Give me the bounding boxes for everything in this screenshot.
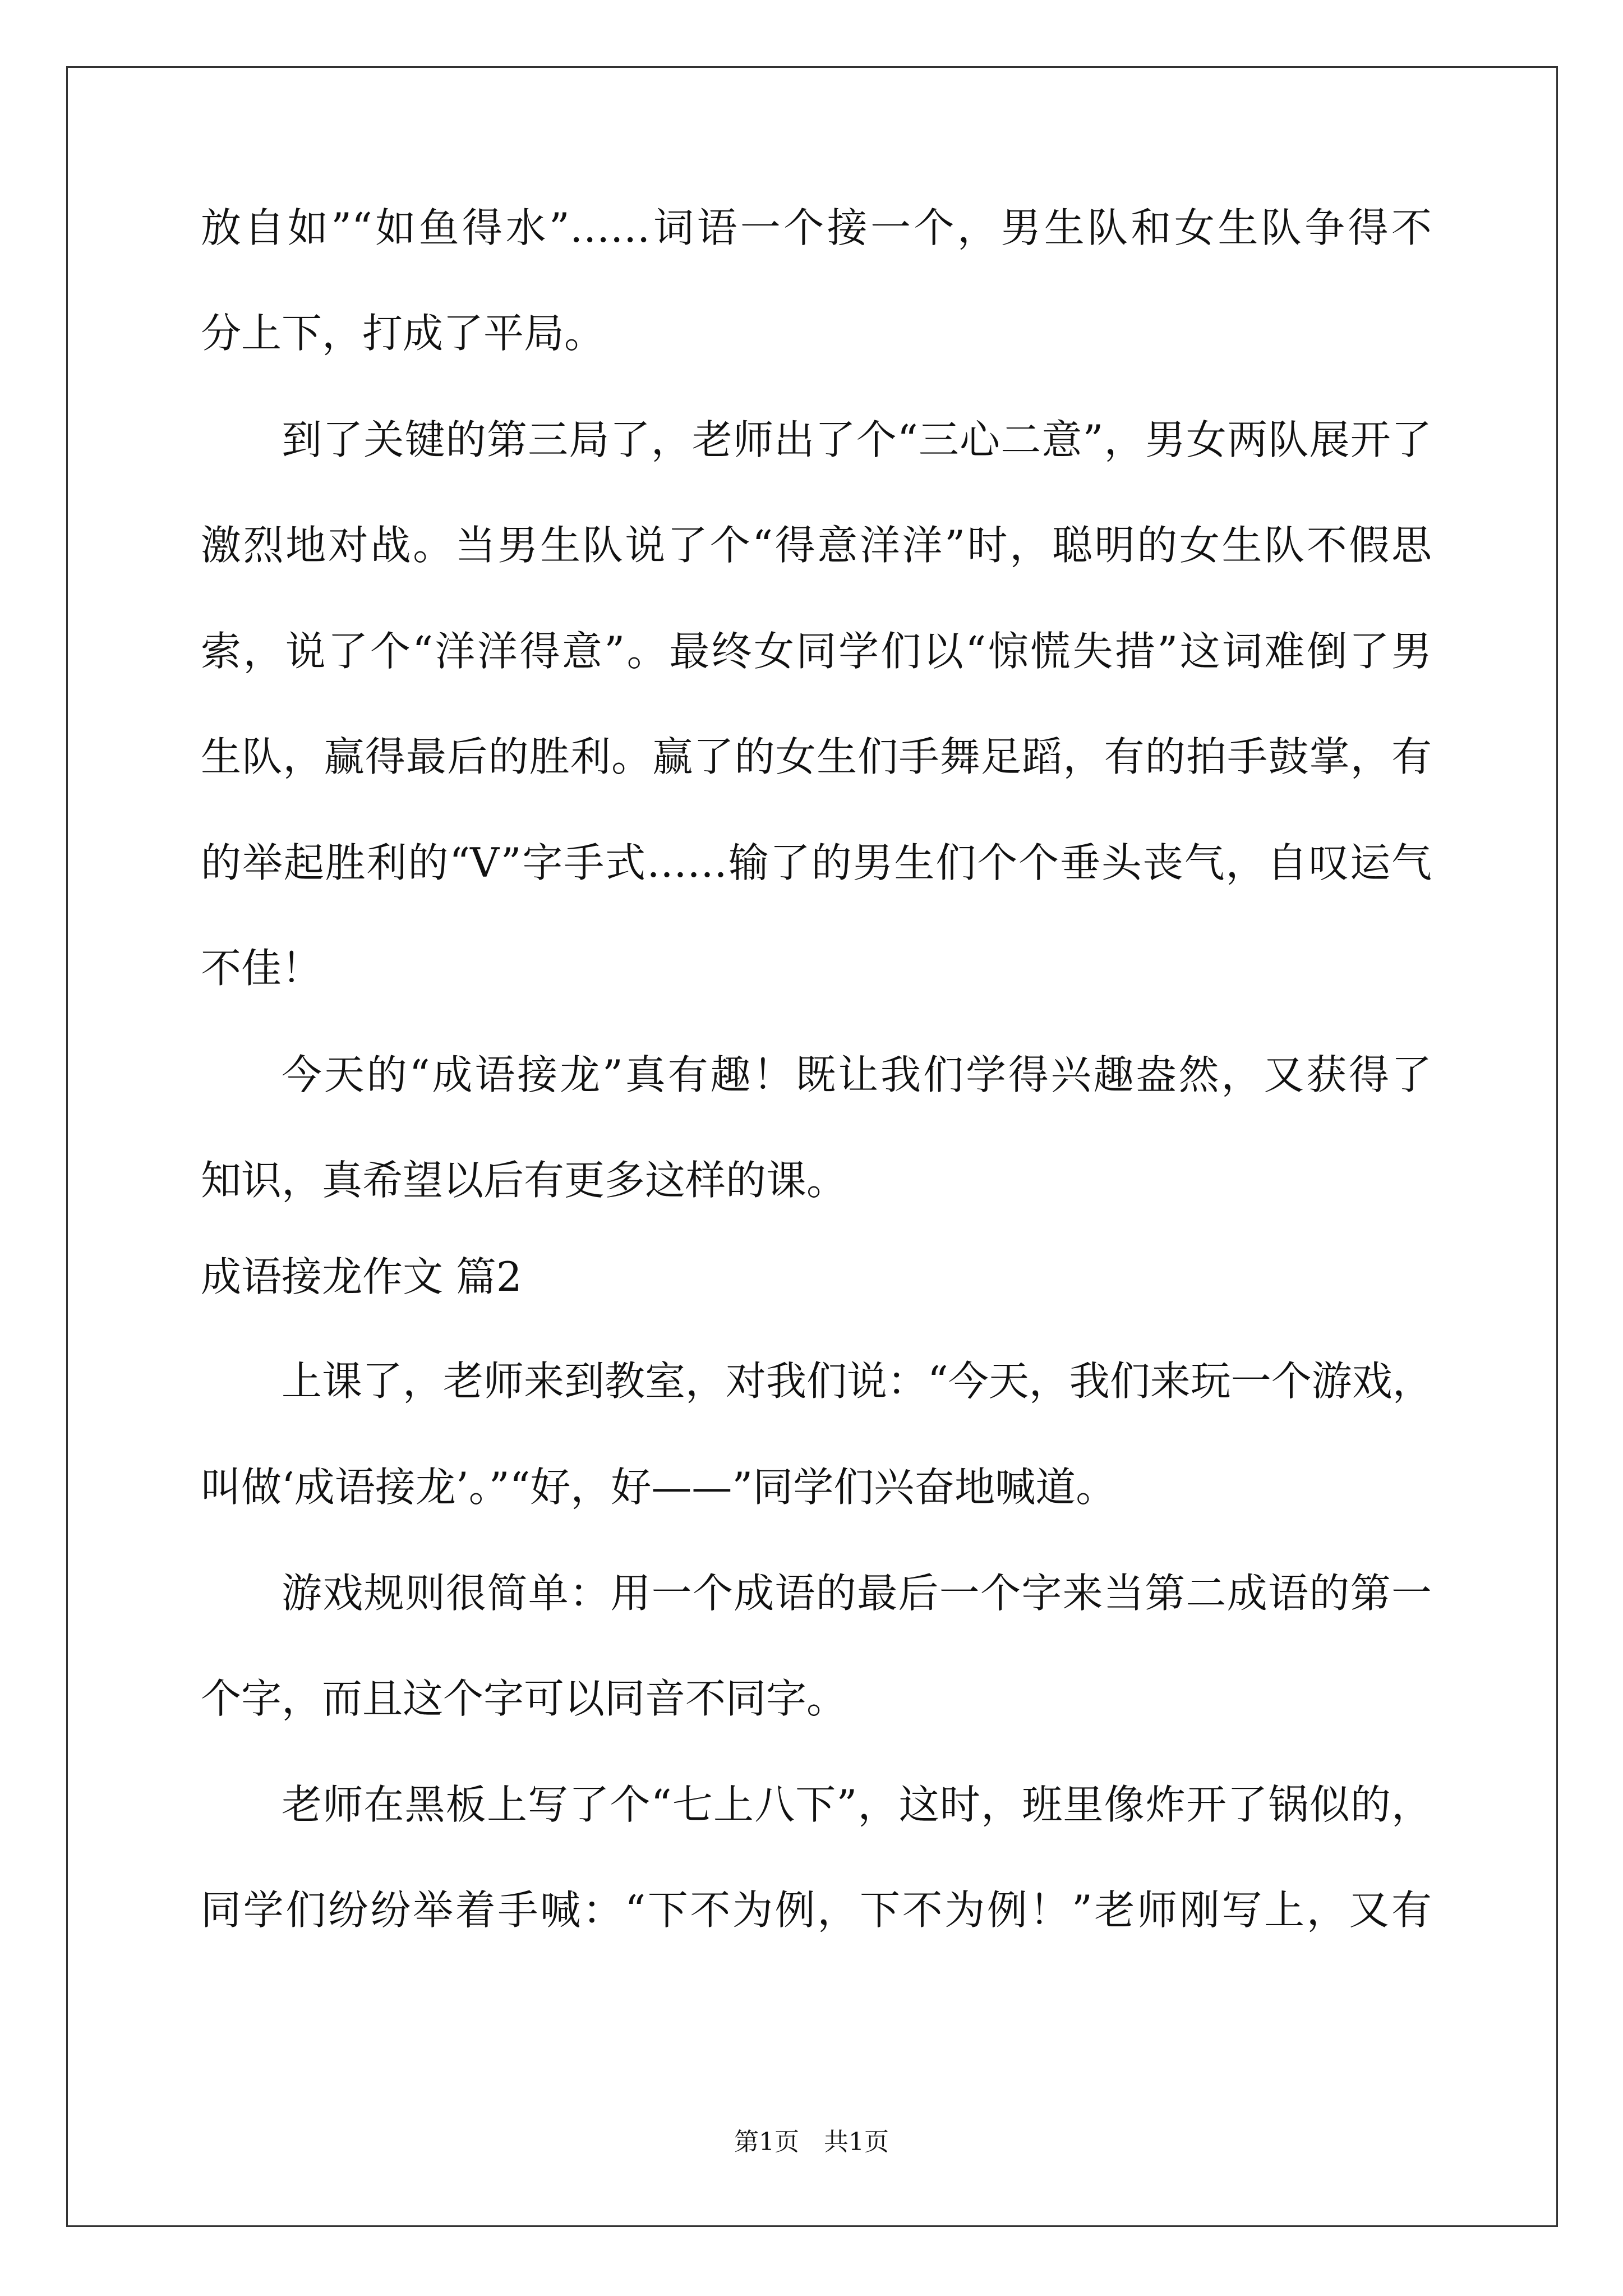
text-line: 索，说了个“洋洋得意”。最终女同学们以“惊慌失措”这词难倒了男 — [201, 628, 1432, 675]
text-line: 同学们纷纷举着手喊：“下不为例，下不为例！”老师刚写上，又有 — [201, 1887, 1432, 1934]
paragraph-start-line: 今天的“成语接龙”真有趣！既让我们学得兴趣盎然，又获得了 — [282, 1051, 1432, 1098]
text-line: 生队，赢得最后的胜利。赢了的女生们手舞足蹈，有的拍手鼓掌，有 — [201, 733, 1432, 780]
text-line: 的举起胜利的“V”字手式……输了的男生们个个垂头丧气，自叹运气 — [201, 839, 1432, 886]
text-line: 叫做‘成语接龙’。”“好，好——”同学们兴奋地喊道。 — [201, 1464, 1117, 1511]
paragraph-start-line: 上课了，老师来到教室，对我们说：“今天，我们来玩一个游戏， — [282, 1358, 1433, 1405]
section-heading: 成语接龙作文 篇2 — [201, 1253, 522, 1300]
text-line: 知识，真希望以后有更多这样的课。 — [201, 1157, 847, 1204]
text-line: 激烈地对战。当男生队说了个“得意洋洋”时，聪明的女生队不假思 — [201, 522, 1432, 569]
text-line: 放自如”“如鱼得水”……词语一个接一个，男生队和女生队争得不 — [201, 204, 1432, 251]
paragraph-start-line: 游戏规则很简单：用一个成语的最后一个字来当第二成语的第一 — [282, 1570, 1432, 1617]
page-footer: 第1页 共1页 — [734, 2128, 889, 2156]
text-line: 分上下，打成了平局。 — [201, 310, 605, 357]
paragraph-start-line: 到了关键的第三局了，老师出了个“三心二意”，男女两队展开了 — [282, 416, 1432, 463]
text-line: 不佳！ — [201, 945, 322, 992]
text-line: 个字，而且这个字可以同音不同字。 — [201, 1675, 847, 1722]
paragraph-start-line: 老师在黑板上写了个“七上八下”，这时，班里像炸开了锅似的， — [282, 1781, 1432, 1828]
